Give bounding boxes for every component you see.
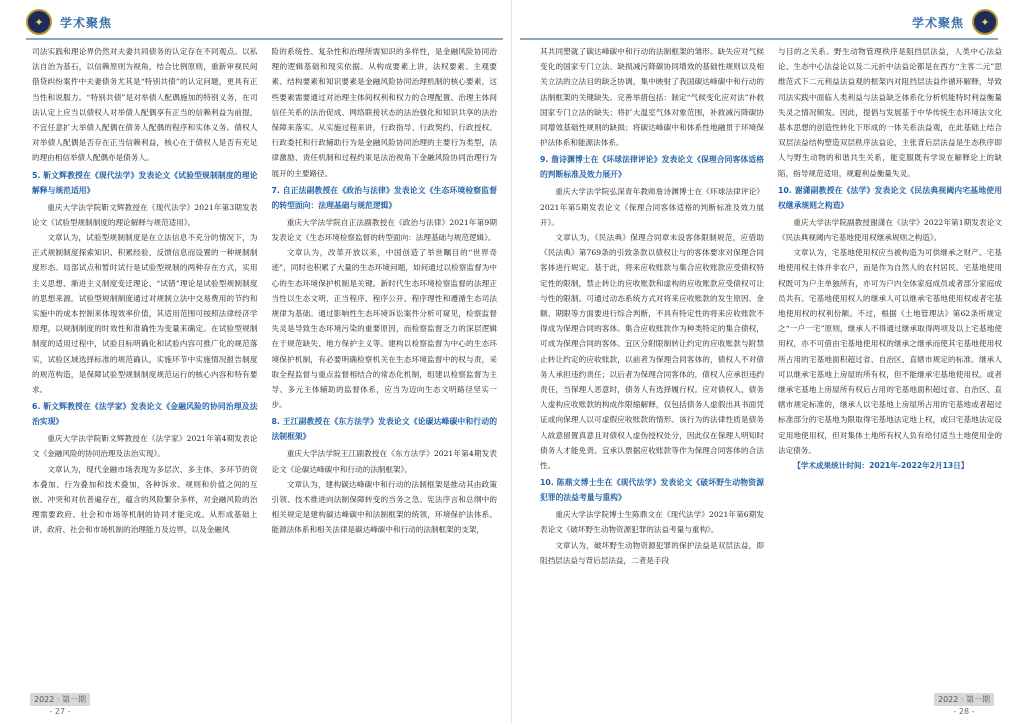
issue-label: 2022 · 第一期 xyxy=(30,693,90,706)
page-header xyxy=(904,8,998,36)
body-paragraph: 险的系统性、复杂性和治理所需知识的多样性，是金融风险协同治理的逻辑基础和现实依据。从构成要素上讲，法权要素、主观要素、结构要素和知识要素是金融风险协同治理机制的核心要素，这些要素需要通过对治理主体间权利和权力的合理配置、治理主体间信任关系的法治促成、网络联接状态的法治强化和知识共享的法治保障来落实。从实施过程来讲，行政指导、行政契约、行政授权、行政委托和行政辅助行为是金融风险协同治理的主要行为类型，法律激励、责任机制和过程约束是法治视角下金融风险协同治理行为展开的主要路径。 xyxy=(271,47,497,178)
body-paragraph: 文章认为，破坏野生动物资源犯罪的保护法益是双层法益，即阻挡层法益与背后层法益，二者是手段 xyxy=(540,540,764,565)
page-header xyxy=(26,8,120,36)
article-heading: 6. 靳文辉教授在《法学家》发表论文《金融风险的协同治理及法治实现》 xyxy=(32,402,258,427)
body-paragraph: 文章认为，试验型规制制度是在立法信息不充分的情况下，为正式规制制度探索知识、积累经验、反馈信息而设置的一种规制制度形态。局部试点和暂时试行是试验型规制的两种存在方式，实用主义思想、渐进主义制度变迁理论、“试错”理论是试验型规制制度的思想来源。试验型规制制度通过对规制立法中交易费用的节约和实施中的成本控制来体现效率价值，其适用范围可按照法律经济学原理，以规制制度的时效性和准确性为变量来确定。在试验型规制制度的适用过程中，试验目标明确化和试验内容可推广化的规范落实，试验区域选择标准的规范确认，实施环节中实施情况报告制度的规范构造，是保障试验型规制制度规范运行的核心内容和特有要求。 xyxy=(32,233,258,395)
header-rule xyxy=(26,38,503,40)
body-paragraph: 其共同塑就了碳达峰碳中和行动的法制框架的雏形。缺失应对气候变化的国家专门立法、缺损减污降碳协同增效的基础性规则以及相关立法的立法目的缺乏协调，集中映射了我国碳达峰碳中和行动的法制框架的关键缺失。完善举措包括：制定“气候变化应对法”补救国家专门立法的缺失；将扩大温室气体对象范围，补救减污降碳协同增效基础性规则的缺损；将碳达峰碳中和体系性地融贯于环境保护法体系和能源法体系。 xyxy=(540,47,764,148)
column-title: 学术聚焦 xyxy=(911,15,964,30)
article-heading: 9. 詹诗渊博士在《环球法律评论》发表论文《保理合同客体适格的判断标准及效力展开》 xyxy=(540,155,764,180)
body-paragraph: 重庆大学法学院副教授谢潇在《法学》2022年第1期发表论文《民法典视阈内宅基地使用权继承规则之构造》。 xyxy=(778,217,1002,243)
column-right xyxy=(272,44,498,688)
body-paragraph: 文章认为，建构碳达峰碳中和行动的法制框架是推动其由政策引领、技术推进向法制保障转变的当务之急。宪法序言和总纲中的相关规定是建构碳达峰碳中和法制框架的统领，环境保护法体系、能源法体系和相关法律是碳达峰碳中和行动的法制框架的支架， xyxy=(271,479,497,535)
body-paragraph: 司法实践和理论界仍然对夫妻共同债务的认定存在不同观点。以私法自治为基石，以信赖原则为视角，结合比例原则，重新审视民间借贷纠纷案件中夫妻债务尤其是“特别共债”的认定问题，更具有正当性和说服力。“特别共债”是对举债人配偶施加的特别义务，在司法认定上应当以债权人对举债人配偶享有正当的信赖利益为前提，不宜任意扩大举债人配偶在债务人配偶的程序和实体义务。债权人对举债人配偶是否存在正当信赖利益，核心在于债权人是否有充足的理由相信举债人配偶亦是债务人。 xyxy=(32,47,258,163)
article-heading: 10. 陈鼎文博士生在《现代法学》发表论文《破坏野生动物资源犯罪的法益考量与重构》 xyxy=(540,478,764,503)
page-footer xyxy=(30,693,90,716)
body-paragraph: 重庆大学法学院博士生陈鼎文在《现代法学》2021年第6期发表论文《破坏野生动物资源犯罪的法益考量与重构》。 xyxy=(540,510,764,535)
body-paragraph: 重庆大学法学院靳文辉教授在《法学家》2021年第4期发表论文《金融风险的协同治理及法治实现》。 xyxy=(32,434,258,459)
university-crest-icon: ✦ xyxy=(972,9,998,35)
body-paragraph: 重庆大学法学院王江副教授在《东方法学》2021年第4期发表论文《论碳达峰碳中和行动的法制框架》。 xyxy=(271,449,497,474)
body-paragraph: 文章认为，宅基地使用权应当被构造为可供继承之财产。宅基地使用权主体并非农户，而是作为自然人的农村居民。宅基地使用权既可为户主单独所有，亦可为户内全体家庭成员或者部分家庭成员共有。宅基地使用权人的继承人可以继承宅基地使用权或者宅基地使用权的权利份额。不过，根据《土地管理法》第62条所规定之“一户一宅”原则，继承人不得通过继承取得两项及以上宅基地使用权，亦不可借由宅基地使用权的继承之继承而使其宅基地使用权所占用的宅基地面积超过省、自治区、直辖市规定的标准。继承人可以继承宅基地上房屋的所有权，但不能继承宅基地使用权。或者继承宅基地上房屋所有权后占用的宅基地面积超过省、自治区、直辖市规定标准的，继承人以宅基地上房屋所占用的宅基地或者超过标准部分的宅基地为限取得宅基地法定地上权，或曰宅基地法定设定用地使用权，但对集体土地所有权人负有给付适当土地使用金的法定债务。 xyxy=(778,248,1002,455)
body-paragraph: 重庆大学法学院弘深青年教师詹诗渊博士在《环球法律评论》2021年第5期发表论文《保理合同客体适格的判断标准及效力展开》。 xyxy=(540,187,764,227)
article-heading: 8. 王江副教授在《东方法学》发表论文《论碳达峰碳中和行动的法制框架》 xyxy=(271,417,497,442)
article-heading: 10. 谢潇副教授在《法学》发表论文《民法典视阈内宅基地使用权继承规则之构造》 xyxy=(778,185,1002,210)
column-left xyxy=(32,44,258,688)
page-number: - 27 - xyxy=(49,707,71,716)
body-paragraph: 重庆大学法学院靳文辉教授在《现代法学》2021年第3期发表论文《试验型规制制度的理论解释与规范适用》。 xyxy=(32,202,258,227)
column-left xyxy=(540,44,764,688)
body-paragraph: 重庆大学法学院自正法副教授在《政治与法律》2021年第9期发表论文《生态环境检察监督的转型面向：法理基础与规范逻辑》。 xyxy=(271,217,497,243)
article-heading: 5. 靳文辉教授在《现代法学》发表论文《试验型规制制度的理论解释与规范适用》 xyxy=(32,170,258,195)
university-crest-icon: ✦ xyxy=(26,9,52,35)
body-paragraph: 文章认为，《民法典》保理合同章未设客体限制规范，应借助《民法典》第769条的引致条款以债权让与的客体要求对保理合同客体进行规定。基于此，将来应收账款与集合应收账款应受债权特定性的限制，禁止转让的应收账款和虚构的应收账款应受债权可让与性的限制。可通过动态系统方式对将来应收账款的发生原因、金额、期限等方面要进行综合判断，不具有特定性的将来应收账款不得成为保理合同的客体。集合应收账款作为种类特定的集合债权，可成为保理合同的客体。宜区分附限制转让约定的应收账款与附禁止转让约定的应收账款，以前者为保理合同客体的，债权人不对债务人承担违约责任；以后者为保理合同客体的，债权人应承担违约责任，当保理人恶意时，债务人有选择履行权。应对债权人、债务人虚构应收账款的构成作限缩解释，仅包括债务人虚假出具书面凭证或向保理人以可虚假应收账款的情形。该行为的法律性质是债务人故意留置真意且对债权人虚伪授权处分，因此仅在保理人明知时债务人才能免责。宜承认票据应收账款等作为保理合同客体的合法性。 xyxy=(540,233,764,471)
body-paragraph: 文章认为，改革开放以来，中国创造了举世瞩目的“世界奇迹”，同时也积累了大量的生态环境问题，如何通过以检察监督为中心的生态环境保护机制是关键。新时代生态环境检察监督的法理正当性以生态文明、正当程序、程序公开、程序理性和遵循生态司法规律为基础。通过影响性生态环境诉讼案件分析可窥见，检察监督失灵是导致生态环境污染的重要原因，而检察监督乏力的深层逻辑在于规范缺失、地方保护主义等。建构以检察监督为中心的生态环境保护机制，有必要明确检察机关在生态环境监督中的权与责，采取全程监督与重点监督相结合的常态化机制，组建以检察监督为主导、多元主体辅助的监督体系，应当为迈向生态文明路径坚实一步。 xyxy=(271,248,497,410)
issue-label: 2022 · 第一期 xyxy=(934,693,994,706)
body-paragraph: 与目的之关系。野生动物管理秩序是阻挡层法益，人类中心法益论、生态中心法益论以及二元折中法益论都是在西方“主客二元”思维范式下二元利益法益观的框架内对阻挡层法益作循环解释，导致司法实践中面临人类利益与法益缺乏体系化分析机能特时利益衡量失灵之情况频发。因此，提倡与发展基于中华传统生态环境法文化基本思想的创造性转化下形成的一体关系法益观，在此基础上结合双层法益结构塑造双层秩序法益论，主张背后层法益是生态秩序即人与野生动物的和谐共生关系，能克服既有学说在解释论上的缺陷，指导规范适用，规避利益衡量失灵。 xyxy=(778,47,1002,178)
page-number: - 28 - xyxy=(953,707,975,716)
text-columns xyxy=(32,44,497,688)
right-page xyxy=(512,0,1024,724)
article-heading: 7. 自正法副教授在《政治与法律》发表论文《生态环境检察监督的转型面向：法理基础与规范逻辑》 xyxy=(271,185,497,210)
statistics-note: 【学术成果统计时间：2021年-2022年2月13日】 xyxy=(793,461,969,471)
column-right xyxy=(778,44,1002,688)
page-footer xyxy=(934,693,994,716)
text-columns xyxy=(540,44,1002,688)
body-paragraph: 文章认为，现代金融市场表现为多层次、多主体、多环节的资本叠加、行为叠加和技术叠加，各种诉求、规则和价值之间的互嵌、冲突和对抗普遍存在，蕴含的风险繁杂多样，对金融风险的治理需要政府、社会和市场等机制的协同才能完成。从形成基础上讲，政府、社会和市场机制的治理能力及边界，以及金融风 xyxy=(32,464,258,535)
header-rule xyxy=(520,38,998,40)
column-title: 学术聚焦 xyxy=(60,15,113,30)
